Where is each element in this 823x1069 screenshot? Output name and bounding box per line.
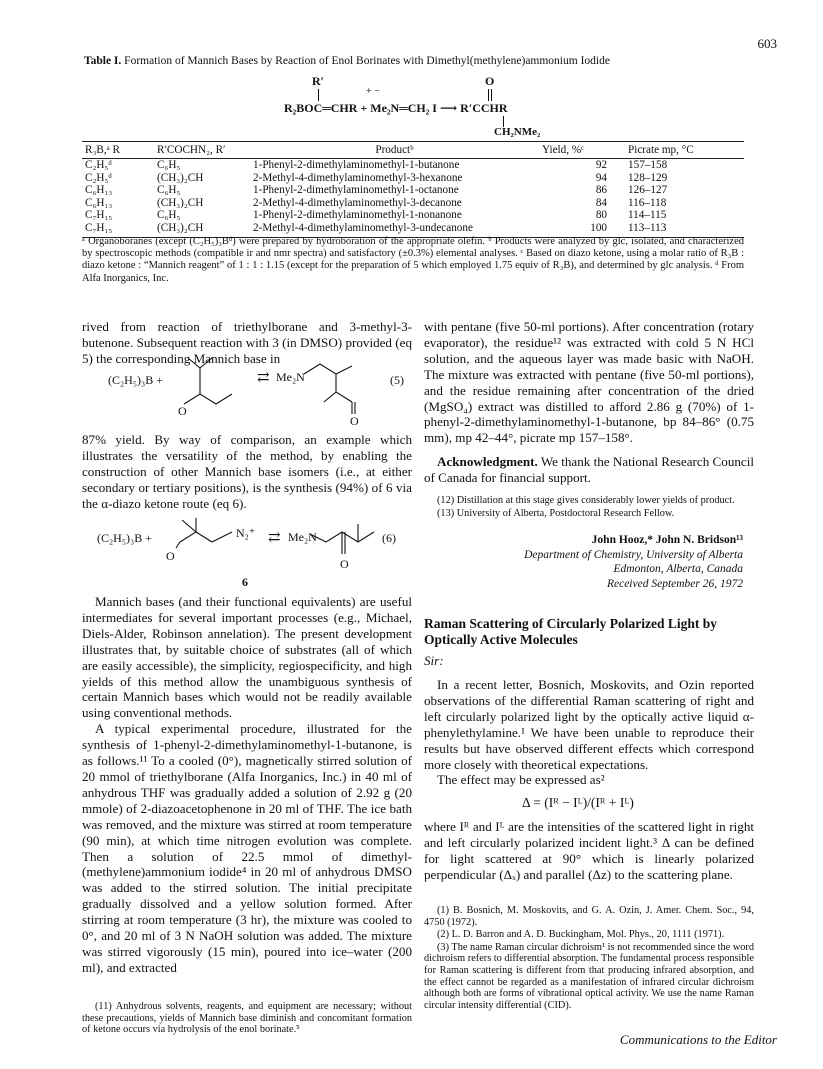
cell: C₆H₅ [157, 184, 181, 197]
eq-bond-2 [488, 89, 489, 101]
cell: 126–127 [628, 184, 668, 197]
eq-bond-3 [491, 89, 492, 101]
eq6-n2: N₂⁺ [236, 526, 256, 540]
footnote-13: (13) University of Alberta, Postdoctoral Research Fellow. [437, 507, 675, 519]
col-header: R′COCHN₂, R′ [154, 142, 250, 159]
cell: C₆H₅ [157, 159, 181, 171]
table-row [82, 159, 744, 172]
cell: 80 [595, 209, 607, 222]
authors: John Hooz,* John N. Bridson¹³ [591, 534, 743, 546]
eq6-o2: O [340, 557, 349, 571]
cell: 2-Methyl-4-dimethylaminomethyl-3-hexanone [253, 171, 463, 184]
delta-equation: Δ = (Iᴿ − Iᴸ)/(Iᴿ + Iᴸ) [522, 795, 634, 810]
cell: 1-Phenyl-2-dimethylaminomethyl-1-octanone [253, 184, 459, 197]
eq6-me2n: Me₂N [288, 530, 317, 544]
table-caption-text: Formation of Mannich Bases by Reaction of Enol Borinates with Dimethyl(methylene)ammonium Iodide [124, 55, 610, 67]
cell: (CH₃)₂CH [154, 222, 250, 237]
eq6-number: (6) [382, 531, 396, 545]
cell: 100 [539, 222, 625, 237]
cell: 128–129 [628, 171, 668, 184]
eq5-structures [178, 352, 418, 422]
table-row [82, 197, 744, 210]
mannich-table [82, 141, 744, 238]
cell: 114–115 [628, 209, 667, 222]
affiliation-2: Edmonton, Alberta, Canada [613, 563, 743, 575]
eq-main: R₂BOC═CHR + Me₂N═CH₂ I ⟶ R′CCHR [284, 101, 508, 115]
cell: 2-Methyl-4-dimethylaminomethyl-3-undecanone [250, 222, 539, 237]
author-block [424, 533, 743, 591]
left-p1: rived from reaction of triethylborane and 3-methyl-3-butenone. Subsequent reaction with 3 (in DMSO) provided (eq 5) the corresponding Mannich base in [82, 319, 412, 366]
cell: 113–113 [625, 222, 744, 237]
right-p4: where Iᴿ and Iᴸ are the intensities of the scattered light in right and left circularly polarized incident light.³ Δ can be defined for light scattered at 90° which is linearly polarized perpendicular (Δₓ) and parallel (Δz) to the scattering plane. [424, 819, 754, 882]
eq-charges: + − [366, 86, 380, 97]
ack-label: Acknowledgment. [437, 454, 538, 469]
eq6-o: O [166, 549, 175, 563]
left-p4: A typical experimental procedure, illustrated for the synthesis of 1-phenyl-2-dimethylaminomethyl-1-butanone, is as follows.¹¹ To a cooled (0°), magnetically stirred solution of 20 mmol of triethylborane (Alfa Inorganics, Inc.) in 40 ml of anhydrous THF was gradually added a solution of 2.92 g (20 mmole) of 2-diazoacetophenone in 20 ml of THF. The ice bath was removed, and the mixture was stirred at room temperature (90 min), at which time nitrogen evolution was complete. Then a solution of 22.5 mmol of dimethyl-(methylene)ammonium iodide⁴ in 20 ml of anhydrous DMSO was added to the stirred solution. The initial precipitate gradually dissolved and a yellow solution formed. After stirring at room temperature (3 hr), the mixture was cooled to 0°, and 20 ml of 3 N NaOH solution was added. The mixture was stirred vigorously (15 min), poured into ice–water (200 ml), and extracted [82, 721, 412, 975]
eq6-bond [182, 520, 196, 532]
eq5-o2: O [350, 414, 359, 428]
cell: (CH₃)₂CH [157, 171, 204, 184]
table-caption [84, 55, 610, 67]
table-footnotes: ᵃ Organoboranes (except (C₂H₅)₃Bᵈ) were prepared by hydroboration of the appropriate olefin. ᵇ Products were analyzed by glc, isolated, and characterized by spectroscopic methods (compatible ir and nmr spectra) and satisfactory (±0.3%) elemental analyses. ᶜ Based on diazo ketone, using a molar ratio of R₃B : diazo ketone : “Mannich reagent” of 1 : 1 : 1.15 (except for the preparation of 5 which employed 1.75 equiv of R₃B), and determined by glc analysis. ᵈ From Alfa Inorganics, Inc. [82, 236, 744, 284]
table-row [82, 172, 744, 185]
cell: C₇H₁₅ [82, 222, 154, 237]
col-header: Yield, %ᶜ [539, 142, 625, 159]
eq5-reagent: (C₂H₅)₃B + [108, 373, 163, 387]
ref-2: (2) L. D. Barron and A. D. Buckingham, Mol. Phys., 20, 1111 (1971). [437, 929, 725, 941]
ref-3: (3) The name Raman circular dichroism¹ is not recommended since the word dichroism refers to differential absorption. The fundamental process responsible for Raman scattering is different from that producing infrared absorption, and the effect cannot be regarded as a manifestation of infrared circular dichroism although both are forms of vibrational optical activity. We use the name Raman circular intensity differential (CID). [424, 941, 754, 1011]
left-footnote-11: (11) Anhydrous solvents, reagents, and equipment are necessary; without these precautions, yields of Mannich base diminish and concomitant formation of ketone occurs via hydrolysis of the enol borinate.⁵ [82, 1001, 412, 1036]
cell: 86 [595, 184, 607, 197]
eq5-arrow: ⇄ [257, 370, 270, 386]
eq-bond-1 [318, 89, 319, 101]
article-title: Raman Scattering of Circularly Polarized Light by Optically Active Molecules [424, 616, 717, 647]
col-header: Productᵇ [250, 142, 539, 159]
right-p2: In a recent letter, Bosnich, Moskovits, and Ozin reported observations of the differential Raman scattering of right and left circularly polarized light by the optically active liquid α-phenylethylamine.¹ We have been unable to reproduce their results but have observed different effects which correspond more closely with theoretical expectations. [424, 677, 754, 772]
table-row [82, 209, 744, 222]
table-caption-label: Table I. [84, 55, 122, 67]
eq5-me2n: Me₂N [276, 370, 305, 384]
affiliation-1: Department of Chemistry, University of Alberta [524, 548, 743, 561]
eq6-bond [196, 532, 212, 542]
right-body [424, 677, 754, 788]
eq-sub: CH₂NMe₂ [494, 126, 541, 138]
cell: 2-Methyl-4-dimethylaminomethyl-3-decanone [253, 196, 462, 209]
ref-1: (1) B. Bosnich, M. Moskovits, and G. A. Ozin, J. Amer. Chem. Soc., 94, 4750 (1972). [424, 905, 754, 928]
cell: C₂H₅ᵈ [85, 159, 112, 171]
eq6-bond [176, 542, 180, 548]
table-row [82, 184, 744, 197]
ack-text: We thank the National Research Council of Canada for financial support. [424, 454, 754, 485]
eq5-o: O [178, 404, 187, 418]
cell: 1-Phenyl-2-dimethylaminomethyl-1-nonanone [253, 209, 462, 222]
acknowledgment [424, 454, 754, 486]
eq5-bond [324, 392, 336, 402]
table-header-row [82, 142, 744, 159]
eq5-bond [188, 358, 200, 368]
eq5-enone [184, 394, 232, 404]
eq5-bond [336, 366, 352, 374]
eq-r-prime: R′ [312, 74, 325, 88]
eq-o: O [485, 74, 495, 88]
cell: 84 [595, 196, 607, 209]
col-header: R₃B,ᵃ R [82, 142, 154, 159]
eq6-reagent: (C₂H₅)₃B + [97, 531, 152, 545]
right-p4-wrap [424, 819, 754, 883]
cell: 92 [595, 159, 607, 171]
table-row [82, 222, 744, 237]
eq6-arrow: ⇄ [268, 530, 281, 546]
right-p1: with pentane (five 50-ml portions). After concentration (rotary evaporator), the residue¹² was extracted with cold 5 N HCl solution, and the aqueous layer was made basic with NaOH. The mixture was extracted with pentane (five 50-ml portions), and the residue remaining after concentration of the dried (MgSO₄) extract was distilled to afford 2.86 g (70%) of 1-phenyl-2-dimethylaminomethyl-1-butanone, bp 84–86° (0.75 mm), mp 42–44°, picrate mp 157–158°. [424, 319, 754, 446]
page-footer: Communications to the Editor [619, 1032, 777, 1047]
left-p3: Mannich bases (and their functional equivalents) are useful intermediates for several important processes (e.g., Michael, Diels-Alder, Robinson annelation). The present development illustrates that, by suitable choice of substrates (all of which are easily accessible), the simplicity, regiospecificity, and high yields of this method allow the unambiguous synthesis of certain Mannich bases which would not be readily available using conventional methods. [82, 594, 412, 721]
left-body [82, 594, 412, 976]
col-header: Picrate mp, °C [625, 142, 744, 159]
compound-label-6: 6 [242, 575, 248, 589]
eq5-number: (5) [390, 373, 404, 387]
eq6-bond [212, 532, 232, 542]
cell: 1-Phenyl-2-dimethylaminomethyl-1-butanone [253, 159, 460, 171]
footnote-12: (12) Distillation at this stage gives considerably lower yields of product. [437, 495, 735, 506]
cell: C₆H₅ [157, 209, 181, 222]
references [424, 905, 754, 1012]
right-footnotes-top [424, 495, 754, 520]
cell: 157–158 [628, 159, 668, 171]
cell: C₇H₁₅ [85, 209, 113, 222]
cell: C₆H₁₃ [85, 196, 113, 209]
cell: (CH₃)₂CH [157, 196, 204, 209]
received-date: Received September 26, 1972 [606, 577, 743, 590]
page-number: 603 [757, 36, 777, 51]
cell: 94 [595, 171, 607, 184]
left-p2: 87% yield. By way of comparison, an example which illustrates the versatility of the method, by enabling the construction of other Mannich base isomers (i.e., at either secondary or tertiary positions), is the synthesis (94%) of 6 via the α-diazo ketone route (eq 6). [82, 432, 412, 511]
salutation: Sir: [424, 653, 444, 668]
cell: C₆H₁₃ [85, 184, 113, 197]
eq5-bond [200, 358, 212, 368]
cell: C₂H₅ᵈ [85, 171, 112, 184]
eq6-structures [170, 510, 410, 580]
cell: 116–118 [628, 196, 667, 209]
right-p3: The effect may be expressed as² [437, 772, 605, 788]
